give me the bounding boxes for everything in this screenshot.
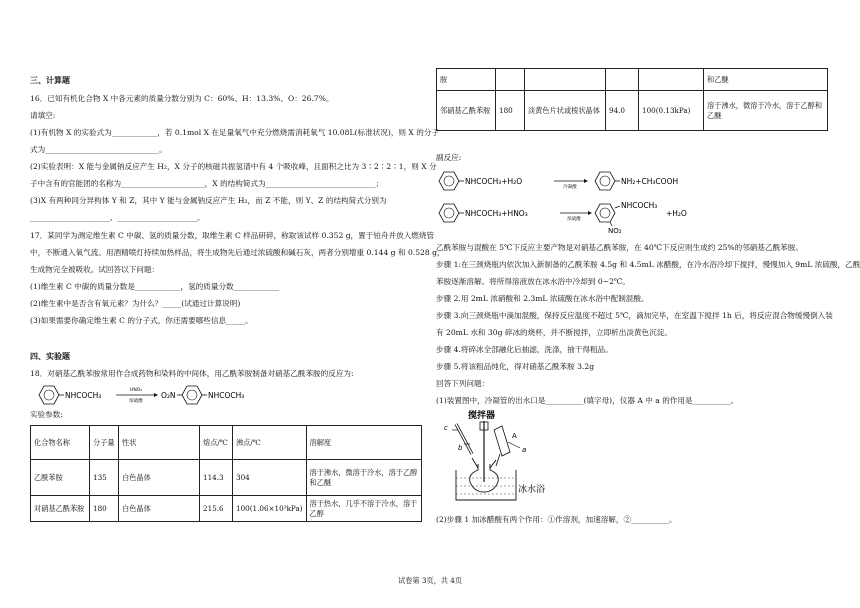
label-A: A bbox=[512, 432, 517, 440]
question-1: (1)装置图中，冷凝管的出水口是__________(填字母)，仪器 A 中 a 的作用是__________。 bbox=[436, 396, 739, 405]
r2-condition: 浓硫酸 bbox=[567, 217, 581, 222]
table-cell: 乙酰苯胺 bbox=[31, 460, 90, 496]
section-4-heading: 四、实验题 bbox=[30, 351, 70, 361]
side-reaction-1 bbox=[436, 168, 834, 194]
r1-right: NH₂+CH₃COOH bbox=[621, 177, 679, 186]
table-header-cell: 性状 bbox=[119, 426, 200, 460]
step1-line1: 步骤 1:在三颈烧瓶内依次加入新制备的乙酰苯胺 4.5g 和 4.5mL 冰醋酸，在冷水浴冷却下搅拌，慢慢加入 9mL 浓硫酸，乙酰 bbox=[436, 260, 860, 269]
table-cell: 白色晶体 bbox=[119, 496, 200, 522]
table-cell: 180 bbox=[496, 91, 525, 131]
table-cell: 淡黄色片状或棱状晶体 bbox=[525, 91, 606, 131]
q16-line2: 请填空: bbox=[30, 111, 56, 120]
r2-right-group: NHCOCH₃ bbox=[621, 201, 658, 210]
arrow-condition-top: HNO₃ bbox=[129, 388, 143, 393]
label-a: a bbox=[522, 446, 527, 454]
q17-line5: (2)维生素中是否含有氧元素？为什么？_____(试通过计算说明) bbox=[30, 299, 241, 308]
q17-line6: (3)如果需要你确定维生素 C 的分子式，你还需要哪些信息_____。 bbox=[30, 316, 253, 325]
table-cell: 215.6 bbox=[200, 496, 233, 522]
table-cell: 180 bbox=[90, 496, 119, 522]
table-cell bbox=[606, 69, 639, 91]
q16-line6: 子中含有的官能团的名称为______________________，X 的结构简式为_____________________________； bbox=[30, 179, 384, 188]
step3-line2: 有 20mL 水和 30g 碎冰的烧杯，并不断搅拌，立即析出淡黄色沉淀。 bbox=[436, 328, 672, 337]
label-b: b bbox=[458, 444, 463, 452]
benzene-ring-icon bbox=[182, 386, 202, 404]
product-left-group: O₂N bbox=[161, 391, 176, 400]
table-header-row bbox=[31, 426, 422, 460]
table-header-cell: 分子量 bbox=[90, 426, 119, 460]
parameters-table-continued bbox=[436, 68, 828, 131]
side-reaction-2 bbox=[436, 198, 834, 236]
table-cell: 白色晶体 bbox=[119, 460, 200, 496]
table-cell: 94.0 bbox=[606, 91, 639, 131]
main-reaction-scheme bbox=[30, 382, 428, 408]
step5: 步骤 5.将该粗品纯化，得对硝基乙酰苯胺 3.2g bbox=[436, 362, 595, 371]
r1-left: NHCOCH₃+H₂O bbox=[465, 177, 523, 186]
step2: 步骤 2.用 2mL 浓硝酸和 2.3mL 浓硫酸在冰水浴中配制混酸。 bbox=[436, 294, 649, 303]
step4: 步骤 4.将碎冰全部融化后抽滤，洗涤，抽干得粗品。 bbox=[436, 345, 613, 354]
product-right-group: NHCOCH₃ bbox=[208, 391, 245, 400]
q16-line4: 式为______________________________。 bbox=[30, 145, 167, 154]
q17-line2: 中，不断通入氧气流。用酒精喷灯持续加热样品，将生成物先后通过浓硫酸和碱石灰，两者分别增重 0.144 g 和 0.528 g， bbox=[30, 248, 445, 257]
parameters-table bbox=[30, 425, 422, 522]
table-header-cell: 溶解度 bbox=[306, 426, 421, 460]
table-cell: 胺 bbox=[437, 69, 496, 91]
benzene-ring-icon bbox=[39, 386, 59, 404]
reactant-group: NHCOCH₃ bbox=[65, 391, 102, 400]
section-3-heading: 三、计算题 bbox=[30, 75, 70, 85]
page-footer: 试卷第 3页，共 4页 bbox=[397, 576, 463, 585]
step1-line2: 苯胺逐渐溶解。将所得溶液放在冰水浴中冷却到 0~2℃。 bbox=[436, 277, 630, 286]
r2-right-nitro: NO₂ bbox=[608, 227, 622, 235]
table-row bbox=[437, 69, 828, 91]
ice-bath-label: 冰水浴 bbox=[518, 485, 546, 495]
table-cell: 100(1.06×10³kPa) bbox=[233, 496, 307, 522]
table-cell bbox=[639, 69, 704, 91]
q17-line4: (1)维生素 C 中碳的质量分数是____________，氢的质量分数____________ bbox=[30, 282, 280, 291]
benzene-ring-icon bbox=[595, 172, 615, 190]
side-reaction-label: 副反应: bbox=[436, 153, 462, 162]
params-label: 实验参数: bbox=[30, 410, 63, 419]
table-cell: 邻硝基乙酰苯胺 bbox=[437, 91, 496, 131]
apparatus-figure bbox=[438, 408, 558, 504]
table-cell: 溶于沸水，微溶于冷水，溶于乙醇和乙醚 bbox=[306, 460, 421, 496]
table-cell: 和乙醚 bbox=[704, 69, 828, 91]
table-row bbox=[31, 496, 422, 522]
q17-line3: 生成物完全被吸收。试回答以下问题： bbox=[30, 265, 160, 274]
q16-line8: _____________________、_____________________。 bbox=[30, 213, 205, 222]
r1-condition: 冷凝酸 bbox=[563, 185, 577, 190]
benzene-ring-icon bbox=[595, 204, 615, 222]
q16-line7: (3)X 有两种同分异构体 Y 和 Z，其中 Y 能与金属钠反应产生 H₂，而 Z 不能，则 Y、Z 的结构简式分别为 bbox=[30, 196, 387, 205]
table-cell: 100(0.13kPa) bbox=[639, 91, 704, 131]
table-row bbox=[31, 460, 422, 496]
q16-line5: (2)实验表明：X 能与金属钠反应产生 H₂，X 分子的核磁共振氢谱中有 4 个吸收峰，且面积之比为 3∶2∶2∶1，则 X 分 bbox=[30, 162, 437, 171]
table-header-cell: 熔点/℃ bbox=[200, 426, 233, 460]
stirrer-label: 搅拌器 bbox=[468, 411, 496, 421]
dropping-funnel-A bbox=[494, 426, 510, 456]
table-cell bbox=[525, 69, 606, 91]
ice-bath-vessel bbox=[456, 470, 516, 500]
benzene-ring-icon bbox=[439, 204, 459, 222]
q16-line3: (1)有机物 X 的实验式为____________，若 0.1mol X 在足量氧气中充分燃烧需消耗氧气 10.08L(标准状况)，则 X 的分子 bbox=[30, 128, 440, 137]
table-cell: 114.3 bbox=[200, 460, 233, 496]
table-cell bbox=[496, 69, 525, 91]
q18-line1: 18．对硝基乙酰苯胺常用作合成药物和染料的中间体，用乙酰苯胺制备对硝基乙酰苯胺的反应为: bbox=[30, 369, 354, 378]
arrow-condition-bottom: 浓硫酸 bbox=[129, 399, 143, 404]
q16-line1: 16．已知有机化合物 X 中各元素的质量分数分别为 C：60%、H：13.3%、O：26.7%。 bbox=[30, 94, 334, 103]
table-header-cell: 化合物名称 bbox=[31, 426, 90, 460]
r2-right-tail: +H₂O bbox=[666, 209, 687, 218]
benzene-ring-icon bbox=[439, 172, 459, 190]
reaction-note: 乙酰苯胺与混酸在 5℃下反应主要产物是对硝基乙酰苯胺，在 40℃下反应则生成约 25%的邻硝基乙酰苯胺。 bbox=[436, 243, 803, 252]
question-2: (2)步骤 1 加冰醋酸有两个作用：①作溶剂，加速溶解，②__________。 bbox=[436, 515, 677, 524]
questions-intro: 回答下列问题： bbox=[436, 379, 490, 388]
q17-line1: 17．某同学为测定维生素 C 中碳、氢的质量分数，取维生素 C 样品研碎，称取该试样 0.352 g，置于铂舟并放入燃烧管 bbox=[30, 231, 435, 240]
table-cell: 溶于沸水，微溶于冷水，溶于乙醇和乙醚 bbox=[704, 91, 828, 131]
table-row bbox=[437, 91, 828, 131]
r2-left: NHCOCH₃+HNO₃ bbox=[465, 209, 528, 218]
step3-line1: 步骤 3.向三颈烧瓶中滴加混酸，保持反应温度不超过 5℃，滴加完毕，在室温下搅拌 1h 后，将反应混合物缓慢倒入装 bbox=[436, 311, 833, 320]
table-header-cell: 沸点/℃ bbox=[233, 426, 307, 460]
table-cell: 135 bbox=[90, 460, 119, 496]
table-cell: 溶于热水，几乎不溶于冷水，溶于乙醇 bbox=[306, 496, 421, 522]
table-cell: 对硝基乙酰苯胺 bbox=[31, 496, 90, 522]
table-cell: 304 bbox=[233, 460, 307, 496]
label-c: c bbox=[444, 424, 448, 432]
